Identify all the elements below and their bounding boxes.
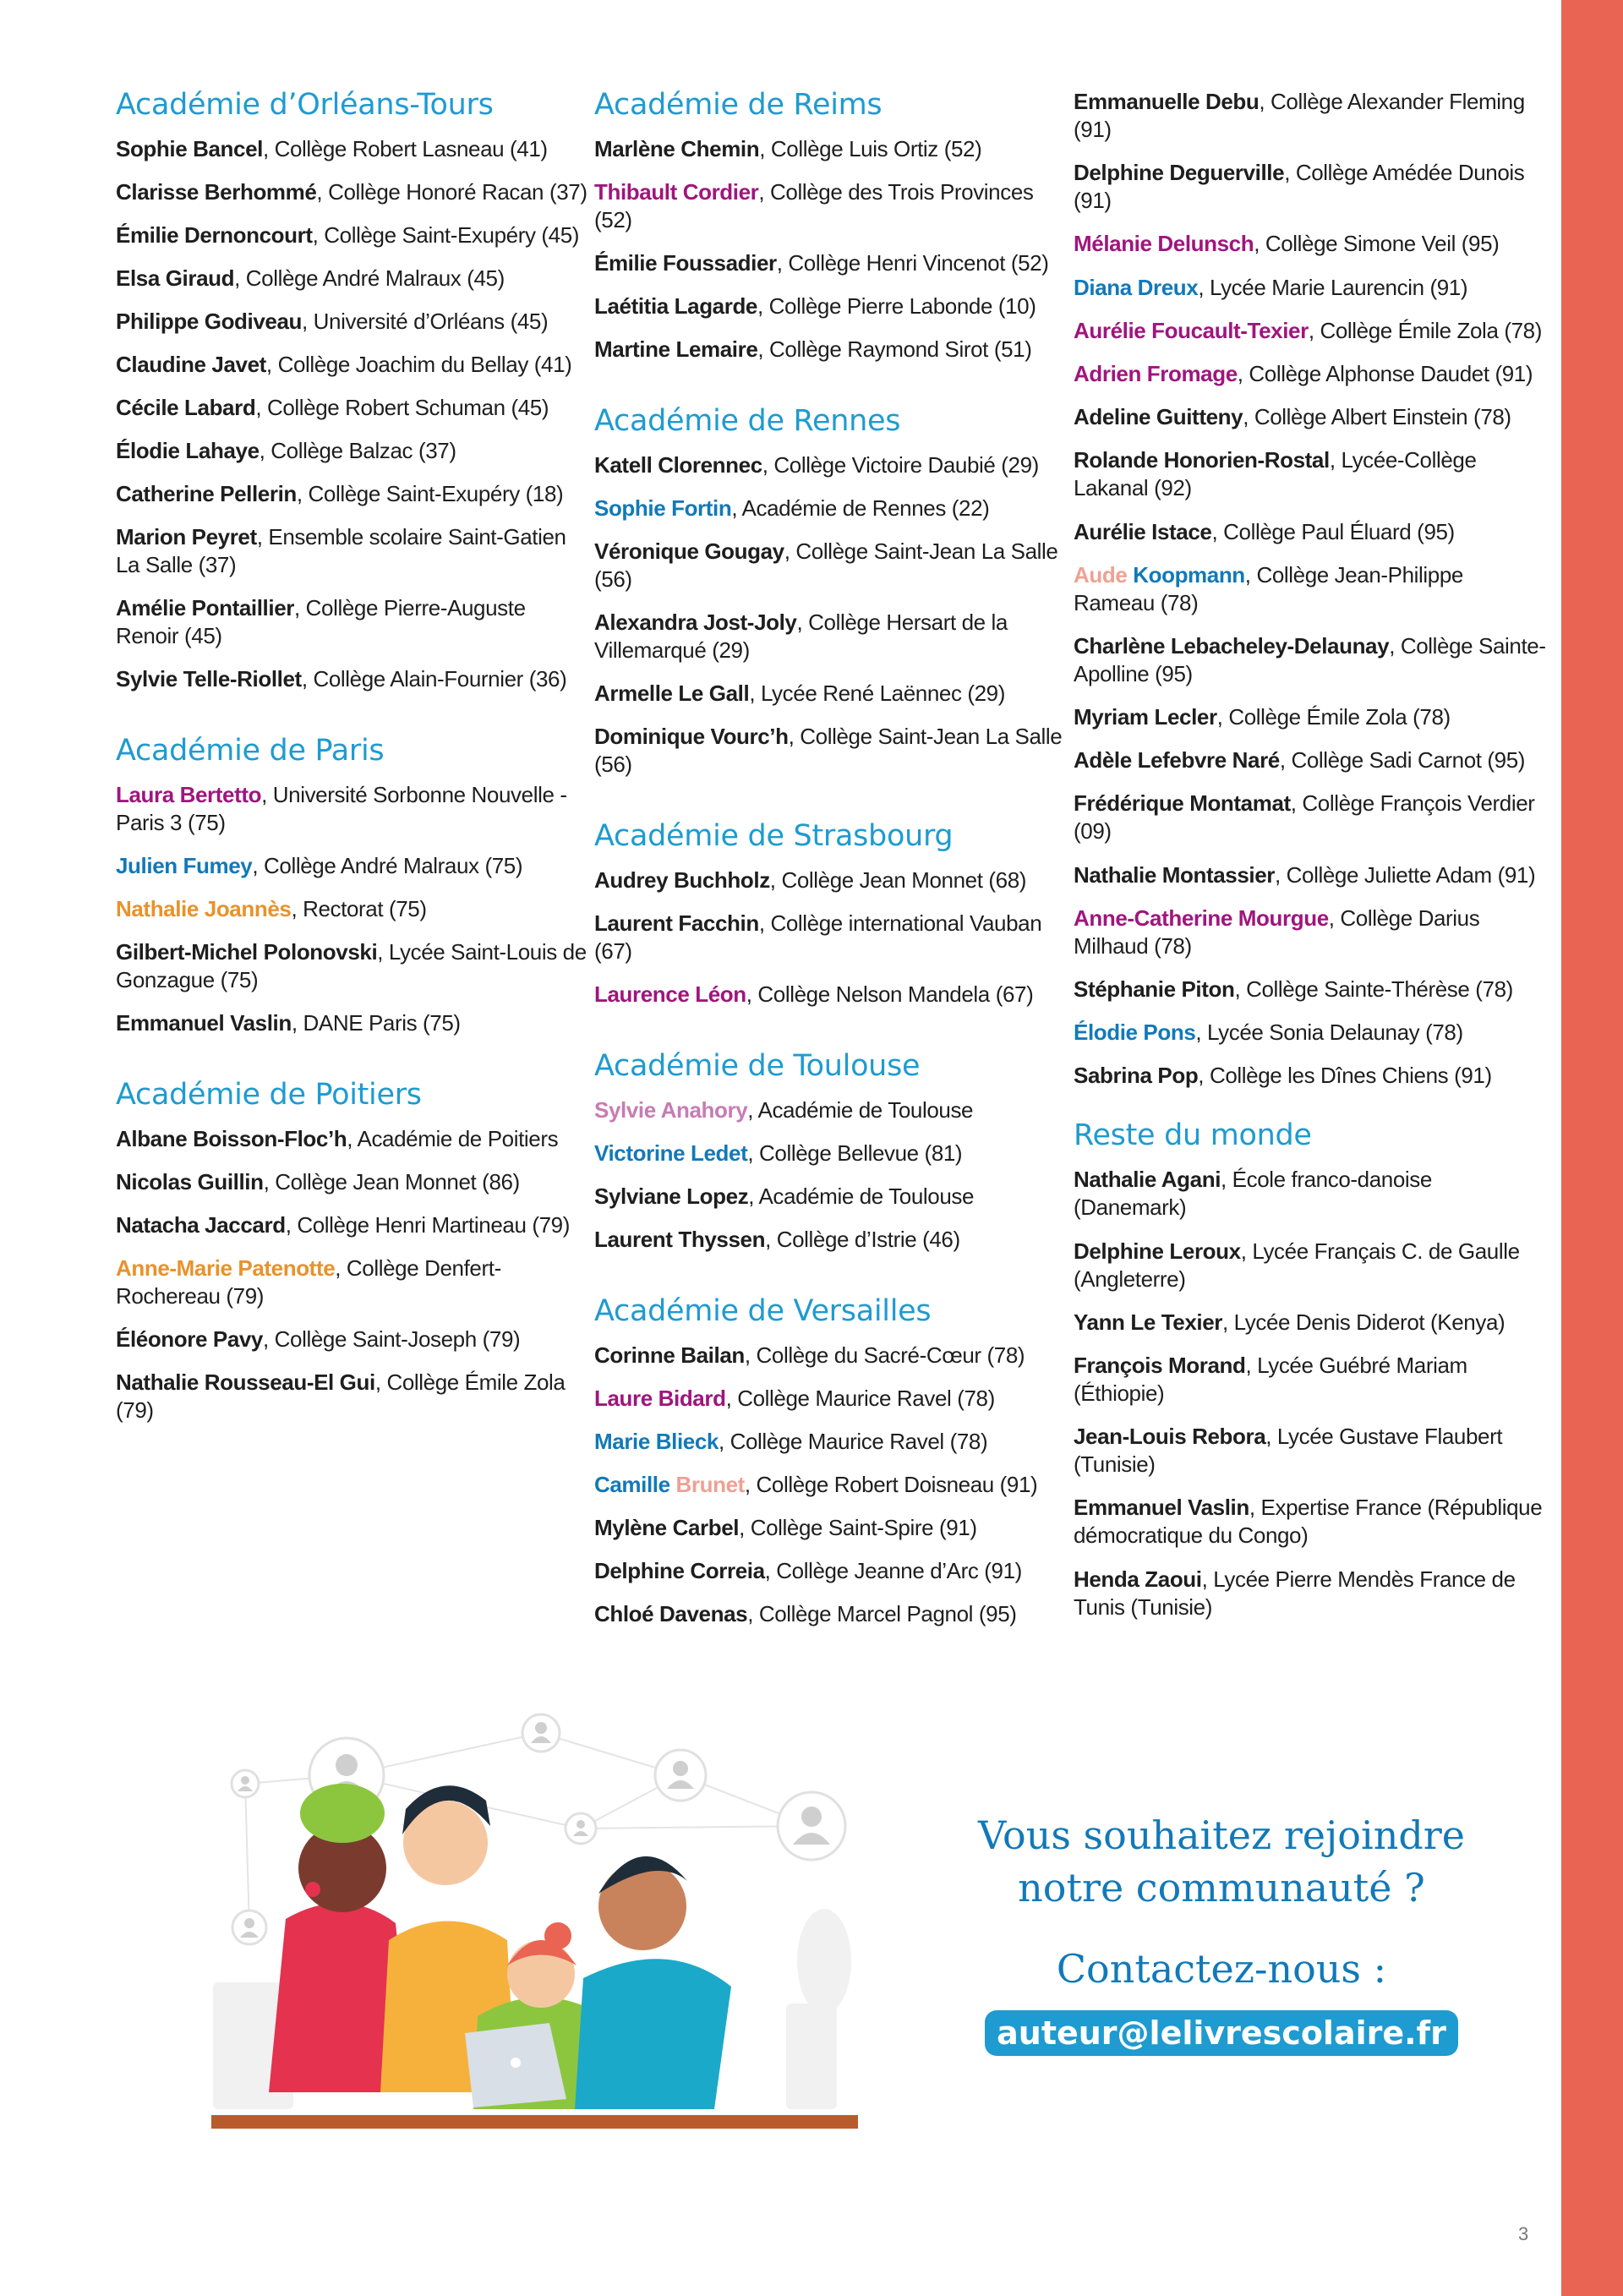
contributor-entry <box>594 336 1068 364</box>
contributor-affiliation: , Collège Henri Vincenot (52) <box>776 250 1049 276</box>
contributor-name: Laurent Facchin <box>594 910 759 936</box>
contributor-entry <box>594 1557 1068 1585</box>
contributor-entry <box>594 292 1068 320</box>
contributor-name: Aurélie Foucault-Texier <box>1074 317 1309 343</box>
contributor-entry <box>116 1009 589 1037</box>
contributor-affiliation: , Collège d’Istrie (46) <box>765 1227 960 1252</box>
contributor-entry <box>594 178 1068 234</box>
contributor-name: Katell Clorennec <box>594 452 762 478</box>
contributor-affiliation: , Expertise France (République démocratique du Congo) <box>1074 1495 1543 1549</box>
contributor-name: Alexandra Jost-Joly <box>594 610 797 635</box>
contributor-name: Nathalie Montassier <box>1074 861 1276 888</box>
contributor-affiliation: , Collège Sainte-Apolline (95) <box>1074 632 1546 686</box>
contributor-name: Rolande Honorien-Rostal <box>1074 447 1330 473</box>
contributor-name: Dominique Vourc’h <box>594 724 789 749</box>
contributor-name: Élodie Pons <box>1074 1020 1196 1046</box>
contributor-name: Elsa Giraud <box>116 265 235 291</box>
cta-line-1: Vous souhaitez rejoindre <box>978 1812 1465 1858</box>
user-avatar-icon <box>778 1792 845 1860</box>
contact-label: Contactez-nous : <box>1056 1946 1387 1992</box>
laptop-icon <box>465 2023 566 2107</box>
contributor-affiliation: , Collège des Trois Provinces (52) <box>594 179 1034 232</box>
user-avatar-icon <box>522 1714 560 1752</box>
contributor-affiliation: , Rectorat (75) <box>291 896 427 921</box>
contributor-affiliation: , Académie de Toulouse <box>747 1097 974 1123</box>
contributor-affiliation: , Collège Sadi Carnot (95) <box>1279 747 1526 774</box>
contributor-name: Cécile Labard <box>116 395 256 420</box>
contributor-affiliation: , Collège Simone Veil (95) <box>1254 231 1500 257</box>
contributor-affiliation: , Collège Jean-Philippe Rameau (78) <box>1074 561 1463 615</box>
contributor-entry <box>116 480 589 508</box>
section-reims <box>594 85 1068 364</box>
contributor-entry <box>1074 746 1547 774</box>
contributor-last-name: Koopmann <box>1127 561 1245 588</box>
contributor-name: Sophie Fortin <box>594 495 732 521</box>
contributor-name: Nicolas Guillin <box>116 1169 264 1194</box>
contributor-affiliation: , Collège Sainte-Thérèse (78) <box>1234 976 1513 1002</box>
column-2 <box>594 85 1068 1643</box>
contributor-name: Stéphanie Piton <box>1074 976 1235 1002</box>
contributor-name: Sabrina Pop <box>1074 1063 1199 1089</box>
section-heading: Académie de Paris <box>116 734 385 768</box>
contributor-name: Myriam Lecler <box>1074 704 1217 730</box>
contributor-entry <box>594 1226 1068 1254</box>
contributor-entry <box>1074 1238 1547 1293</box>
contributor-affiliation: , Collège Honoré Racan (37) <box>316 179 587 205</box>
contributor-name: Clarisse Berhommé <box>116 179 317 205</box>
contributor-affiliation: , Collège Amédée Dunois (91) <box>1074 160 1525 214</box>
contributor-entry <box>1074 159 1547 215</box>
contributor-entry <box>1074 905 1547 960</box>
contributor-entry <box>1074 790 1547 845</box>
contributor-entry <box>1074 1309 1547 1337</box>
contributor-name: Julien Fumey <box>116 853 253 878</box>
contributor-affiliation: , Collège Maurice Ravel (78) <box>725 1386 995 1411</box>
contributor-affiliation: , Collège Saint-Jean La Salle (56) <box>594 724 1063 777</box>
contributor-entry <box>594 249 1068 277</box>
section-versailles <box>594 1291 1068 1628</box>
contributor-name: Frédérique Montamat <box>1074 790 1291 817</box>
contributor-affiliation: , Collège Jeanne d’Arc (91) <box>764 1558 1022 1583</box>
contributor-entry <box>1074 518 1547 546</box>
contributor-affiliation: , Collège Jean Monnet (86) <box>263 1169 520 1194</box>
contributor-affiliation: , Collège Robert Lasneau (41) <box>262 136 548 161</box>
contributor-entry <box>1074 274 1547 302</box>
contributor-entry <box>116 1369 589 1424</box>
contributor-affiliation: , Collège Alphonse Daudet (91) <box>1237 360 1533 386</box>
contributor-last-name: Brunet <box>669 1472 745 1497</box>
cta-line-2: notre communauté ? <box>1018 1865 1425 1911</box>
contributor-name: Emmanuel Vaslin <box>116 1010 292 1036</box>
contributor-affiliation: , Ensemble scolaire Saint-Gatien La Salle (37) <box>116 524 566 577</box>
community-illustration <box>211 1699 888 2139</box>
contributor-first-name: Aude <box>1074 561 1128 588</box>
section-heading: Académie de Rennes <box>594 404 901 438</box>
section-heading: Académie de Poitiers <box>116 1078 422 1112</box>
contributor-entry <box>594 1385 1068 1413</box>
contributor-name: Corinne Bailan <box>594 1342 745 1368</box>
contributor-name: Henda Zaoui <box>1074 1566 1202 1592</box>
contributor-entry <box>116 351 589 379</box>
contributor-affiliation: , Lycée Denis Diderot (Kenya) <box>1222 1309 1506 1335</box>
contributor-name: Emmanuelle Debu <box>1074 89 1260 114</box>
contributor-affiliation: , Collège Raymond Sirot (51) <box>757 336 1032 362</box>
contributor-entry <box>1074 1566 1547 1621</box>
contributor-entry <box>594 495 1068 522</box>
contributor-affiliation: , Lycée René Laënnec (29) <box>749 681 1005 706</box>
user-avatar-icon <box>566 1813 596 1844</box>
contributor-entry <box>594 866 1068 894</box>
contributor-first-name: Camille <box>594 1472 670 1497</box>
contributor-name: Claudine Javet <box>116 352 266 377</box>
contributor-name: Marlène Chemin <box>594 136 760 161</box>
contributor-name: Mélanie Delunsch <box>1074 231 1254 257</box>
contributor-affiliation: , Université d’Orléans (45) <box>302 309 549 334</box>
contributor-affiliation: , Lycée Gustave Flaubert (Tunisie) <box>1074 1424 1503 1478</box>
contributor-affiliation: , Collège Juliette Adam (91) <box>1275 861 1536 888</box>
section-versailles-continued <box>1074 88 1547 1090</box>
contributor-name: Chloé Davenas <box>594 1601 748 1626</box>
contributor-name: Armelle Le Gall <box>594 681 750 706</box>
contributor-name: Gilbert-Michel Polonovski <box>116 939 378 965</box>
contributor-entry <box>1074 632 1547 688</box>
contributor-name: Delphine Leroux <box>1074 1238 1241 1264</box>
contributor-entry <box>1074 1019 1547 1047</box>
contributor-name: Laétitia Lagarde <box>594 293 757 319</box>
contributor-entry <box>116 781 589 837</box>
contributor-entry <box>1074 230 1547 258</box>
contributor-entry <box>116 938 589 994</box>
contributor-entry <box>1074 1166 1547 1222</box>
column-1 <box>116 85 589 1440</box>
contributor-affiliation: , Collège Luis Ortiz (52) <box>759 136 982 161</box>
section-heading: Académie de Toulouse <box>594 1049 921 1083</box>
desk <box>211 2115 858 2129</box>
contributor-affiliation: , Collège Saint-Spire (91) <box>739 1515 977 1540</box>
contributor-name: Laurence Léon <box>594 981 746 1007</box>
contributor-name: Émilie Dernoncourt <box>116 222 313 248</box>
contributor-affiliation: , Collège Balzac (37) <box>259 438 456 463</box>
contributor-affiliation: , Collège Hersart de la Villemarqué (29) <box>594 610 1008 663</box>
contributor-name: Sophie Bancel <box>116 136 263 161</box>
contributor-name: Martine Lemaire <box>594 336 758 362</box>
section-heading: Académie de Versailles <box>594 1294 932 1328</box>
contributor-name: Éléonore Pavy <box>116 1326 263 1352</box>
contributor-affiliation: , Académie de Toulouse <box>748 1184 975 1209</box>
contributor-affiliation: , Collège international Vauban (67) <box>594 910 1042 964</box>
contributor-affiliation: , Collège Denfert-Rochereau (79) <box>116 1255 501 1309</box>
column-3 <box>1074 88 1547 1637</box>
contributor-affiliation: , Collège Albert Einstein (78) <box>1243 404 1511 430</box>
contributor-name: Amélie Pontaillier <box>116 595 294 620</box>
contributor-name: Laurent Thyssen <box>594 1227 766 1252</box>
contributor-affiliation: , Collège André Malraux (45) <box>234 265 505 291</box>
section-rest-of-world <box>1074 1115 1547 1621</box>
contributor-name: Delphine Correia <box>594 1558 765 1583</box>
contributor-affiliation: , Collège les Dînes Chiens (91) <box>1198 1063 1492 1089</box>
contributor-entry <box>116 221 589 249</box>
contributor-name: Nathalie Rousseau-El Gui <box>116 1369 375 1395</box>
contributor-affiliation: , Collège Paul Éluard (95) <box>1211 518 1455 544</box>
contributor-name: Natacha Jaccard <box>116 1212 286 1238</box>
contributor-entry <box>1074 317 1547 345</box>
contributor-entry <box>1074 88 1547 144</box>
contributor-entry <box>116 1326 589 1353</box>
contributor-name: Laura Bertetto <box>116 782 262 807</box>
contributor-entry <box>594 1600 1068 1628</box>
contributor-entry <box>1074 561 1547 617</box>
contributor-name: Albane Boisson-Floc’h <box>116 1126 347 1151</box>
contributor-name: Adèle Lefebvre Naré <box>1074 747 1280 774</box>
contributor-name: Adeline Guitteny <box>1074 404 1243 430</box>
contributor-name: Charlène Lebacheley-Delaunay <box>1074 632 1390 659</box>
contributor-entry <box>1074 1494 1547 1550</box>
contributor-affiliation: , Collège du Sacré-Cœur (78) <box>744 1342 1025 1368</box>
contributor-name: Marion Peyret <box>116 524 257 549</box>
contributor-entry <box>116 1255 589 1310</box>
contributor-entry <box>594 1183 1068 1211</box>
contributor-name: Nathalie Joannès <box>116 896 292 921</box>
person-right <box>575 1856 731 2109</box>
contributor-affiliation: , Collège Nelson Mandela (67) <box>746 981 1034 1007</box>
contributor-affiliation: , Collège François Verdier (09) <box>1074 790 1535 845</box>
contributor-entry <box>116 594 589 650</box>
contributor-entry <box>594 680 1068 708</box>
contributor-entry <box>116 1211 589 1239</box>
contributor-affiliation: , Collège Darius Milhaud (78) <box>1074 905 1480 959</box>
contributor-affiliation: , Collège Pierre Labonde (10) <box>757 293 1036 319</box>
contributor-entry <box>594 609 1068 664</box>
contributor-entry <box>116 135 589 163</box>
contributor-entry <box>594 1140 1068 1167</box>
section-orleans-tours <box>116 85 589 693</box>
join-community-cta <box>930 1809 1513 2056</box>
contributor-entry <box>1074 1423 1547 1479</box>
contributor-name: Delphine Deguerville <box>1074 160 1285 186</box>
contact-email-link[interactable]: auteur@lelivrescolaire.fr <box>985 2010 1458 2056</box>
section-heading: Académie d’Orléans-Tours <box>116 88 494 122</box>
section-heading: Reste du monde <box>1074 1118 1312 1153</box>
contributor-affiliation: , Lycée-Collège Lakanal (92) <box>1074 447 1477 501</box>
contributor-name: Anne-Catherine Mourgue <box>1074 905 1329 931</box>
contributor-name: Sylvie Telle-Riollet <box>116 666 302 692</box>
contributor-entry <box>116 895 589 923</box>
contributor-affiliation: , Collège André Malraux (75) <box>252 853 523 878</box>
contributor-affiliation: , Collège Saint-Joseph (79) <box>263 1326 521 1352</box>
contributor-name: Laure Bidard <box>594 1386 726 1411</box>
contributor-entry <box>594 451 1068 479</box>
contributor-affiliation: , Lycée Français C. de Gaulle (Angleterre) <box>1074 1238 1520 1292</box>
contributor-affiliation: , Lycée Pierre Mendès France de Tunis (Tunisie) <box>1074 1566 1516 1620</box>
contributor-affiliation: , Collège Émile Zola (79) <box>116 1369 566 1423</box>
contributor-entry <box>594 1471 1068 1499</box>
contributor-affiliation: , Lycée Guébré Mariam (Éthiopie) <box>1074 1352 1467 1406</box>
contributor-name: Aurélie Istace <box>1074 518 1212 544</box>
contributor-name: Emmanuel Vaslin <box>1074 1495 1249 1521</box>
contributor-entry <box>116 523 589 579</box>
contributor-affiliation: , Université Sorbonne Nouvelle - Paris 3 (75) <box>116 782 567 835</box>
contributor-name: Jean-Louis Rebora <box>1074 1424 1266 1450</box>
side-color-band <box>1561 0 1623 2296</box>
contributor-name: Adrien Fromage <box>1074 360 1238 386</box>
contributor-affiliation: , Collège Marcel Pagnol (95) <box>747 1601 1017 1626</box>
contributor-name: Yann Le Texier <box>1074 1309 1222 1335</box>
contributor-name: Philippe Godiveau <box>116 309 303 334</box>
contributor-name: François Morand <box>1074 1352 1246 1378</box>
contributor-affiliation: , Collège Bellevue (81) <box>747 1140 963 1166</box>
contributor-entry <box>594 1342 1068 1369</box>
contributor-name: Élodie Lahaye <box>116 438 260 463</box>
contributor-entry <box>594 1428 1068 1456</box>
contributor-name: Audrey Buchholz <box>594 867 770 893</box>
contributor-affiliation: , Collège Henri Martineau (79) <box>285 1212 570 1238</box>
section-poitiers <box>116 1074 589 1424</box>
contributor-affiliation: , Collège Saint-Exupéry (45) <box>312 222 580 248</box>
section-strasbourg <box>594 816 1068 1009</box>
contributor-entry <box>594 1514 1068 1542</box>
contributor-entry <box>1074 403 1547 431</box>
section-heading: Académie de Reims <box>594 88 883 122</box>
contributor-affiliation: , Lycée Saint-Louis de Gonzague (75) <box>116 939 587 992</box>
contributor-affiliation: , Collège Joachim du Bellay (41) <box>265 352 572 377</box>
contributor-affiliation: , Académie de Poitiers <box>347 1126 559 1151</box>
contributor-entry <box>116 1168 589 1196</box>
user-avatar-icon <box>655 1750 706 1801</box>
contributor-affiliation: , Collège Alain-Fournier (36) <box>301 666 567 692</box>
contributor-affiliation: , Collège Pierre-Auguste Renoir (45) <box>116 595 526 648</box>
user-avatar-icon <box>232 1911 266 1944</box>
contributor-name: Marie Blieck <box>594 1429 719 1454</box>
contributor-affiliation: , Lycée Sonia Delaunay (78) <box>1195 1020 1463 1046</box>
page-number: 3 <box>1518 2223 1529 2244</box>
contributor-name: Anne-Marie Patenotte <box>116 1255 336 1281</box>
contributor-affiliation: , Collège Saint-Exupéry (18) <box>296 481 564 506</box>
contributor-affiliation: , Collège Alexander Fleming (91) <box>1074 89 1525 142</box>
contributor-entry <box>1074 703 1547 731</box>
contributor-entry <box>594 538 1068 593</box>
contributor-entry <box>116 265 589 292</box>
contributor-entry <box>1074 1062 1547 1090</box>
contributor-entry <box>1074 446 1547 502</box>
contributor-name: Sylviane Lopez <box>594 1184 749 1209</box>
contributor-entry <box>1074 976 1547 1003</box>
contributor-entry <box>1074 861 1547 889</box>
contributor-entry <box>594 1096 1068 1124</box>
contributor-affiliation: , Académie de Rennes (22) <box>731 495 990 521</box>
contributor-name: Véronique Gougay <box>594 538 784 564</box>
contributor-affiliation: , École franco-danoise (Danemark) <box>1074 1167 1432 1221</box>
contributor-name: Mylène Carbel <box>594 1515 740 1540</box>
contributor-affiliation: , Collège Émile Zola (78) <box>1308 317 1542 343</box>
contributor-name: Sylvie Anahory <box>594 1097 748 1123</box>
contributor-name: Diana Dreux <box>1074 274 1199 300</box>
contributor-entry <box>594 135 1068 163</box>
contributor-name: Émilie Foussadier <box>594 250 777 276</box>
contributor-affiliation: , Collège Victoire Daubié (29) <box>762 452 1039 478</box>
contributor-entry <box>116 178 589 206</box>
contributor-entry <box>594 910 1068 965</box>
section-heading: Académie de Strasbourg <box>594 819 954 853</box>
contributor-entry <box>1074 360 1547 388</box>
contributor-name: Nathalie Agani <box>1074 1167 1221 1193</box>
contributor-entry <box>116 394 589 422</box>
section-paris <box>116 730 589 1037</box>
section-toulouse <box>594 1046 1068 1254</box>
contributor-affiliation: , Collège Robert Schuman (45) <box>255 395 549 420</box>
contributor-entry <box>116 665 589 693</box>
contributor-affiliation: , DANE Paris (75) <box>291 1010 461 1036</box>
contributor-entry <box>116 1125 589 1153</box>
contributor-entry <box>1074 1352 1547 1408</box>
contributor-affiliation: , Collège Émile Zola (78) <box>1216 704 1451 730</box>
contributor-affiliation: , Collège Jean Monnet (68) <box>769 867 1027 893</box>
contributor-affiliation: , Collège Robert Doisneau (91) <box>744 1472 1038 1497</box>
contributor-entry <box>116 308 589 336</box>
section-rennes <box>594 401 1068 779</box>
contributor-affiliation: , Lycée Marie Laurencin (91) <box>1198 274 1468 300</box>
contributor-affiliation: , Collège Maurice Ravel (78) <box>718 1429 988 1454</box>
contributor-name: Victorine Ledet <box>594 1140 748 1166</box>
contributor-name: Thibault Cordier <box>594 179 759 205</box>
contributor-entry <box>594 981 1068 1009</box>
contributor-entry <box>116 852 589 880</box>
contributor-entry <box>116 437 589 465</box>
user-avatar-icon <box>232 1770 259 1797</box>
contributor-entry <box>594 723 1068 779</box>
contributor-name: Catherine Pellerin <box>116 481 297 506</box>
contributor-affiliation: , Collège Saint-Jean La Salle (56) <box>594 538 1058 592</box>
